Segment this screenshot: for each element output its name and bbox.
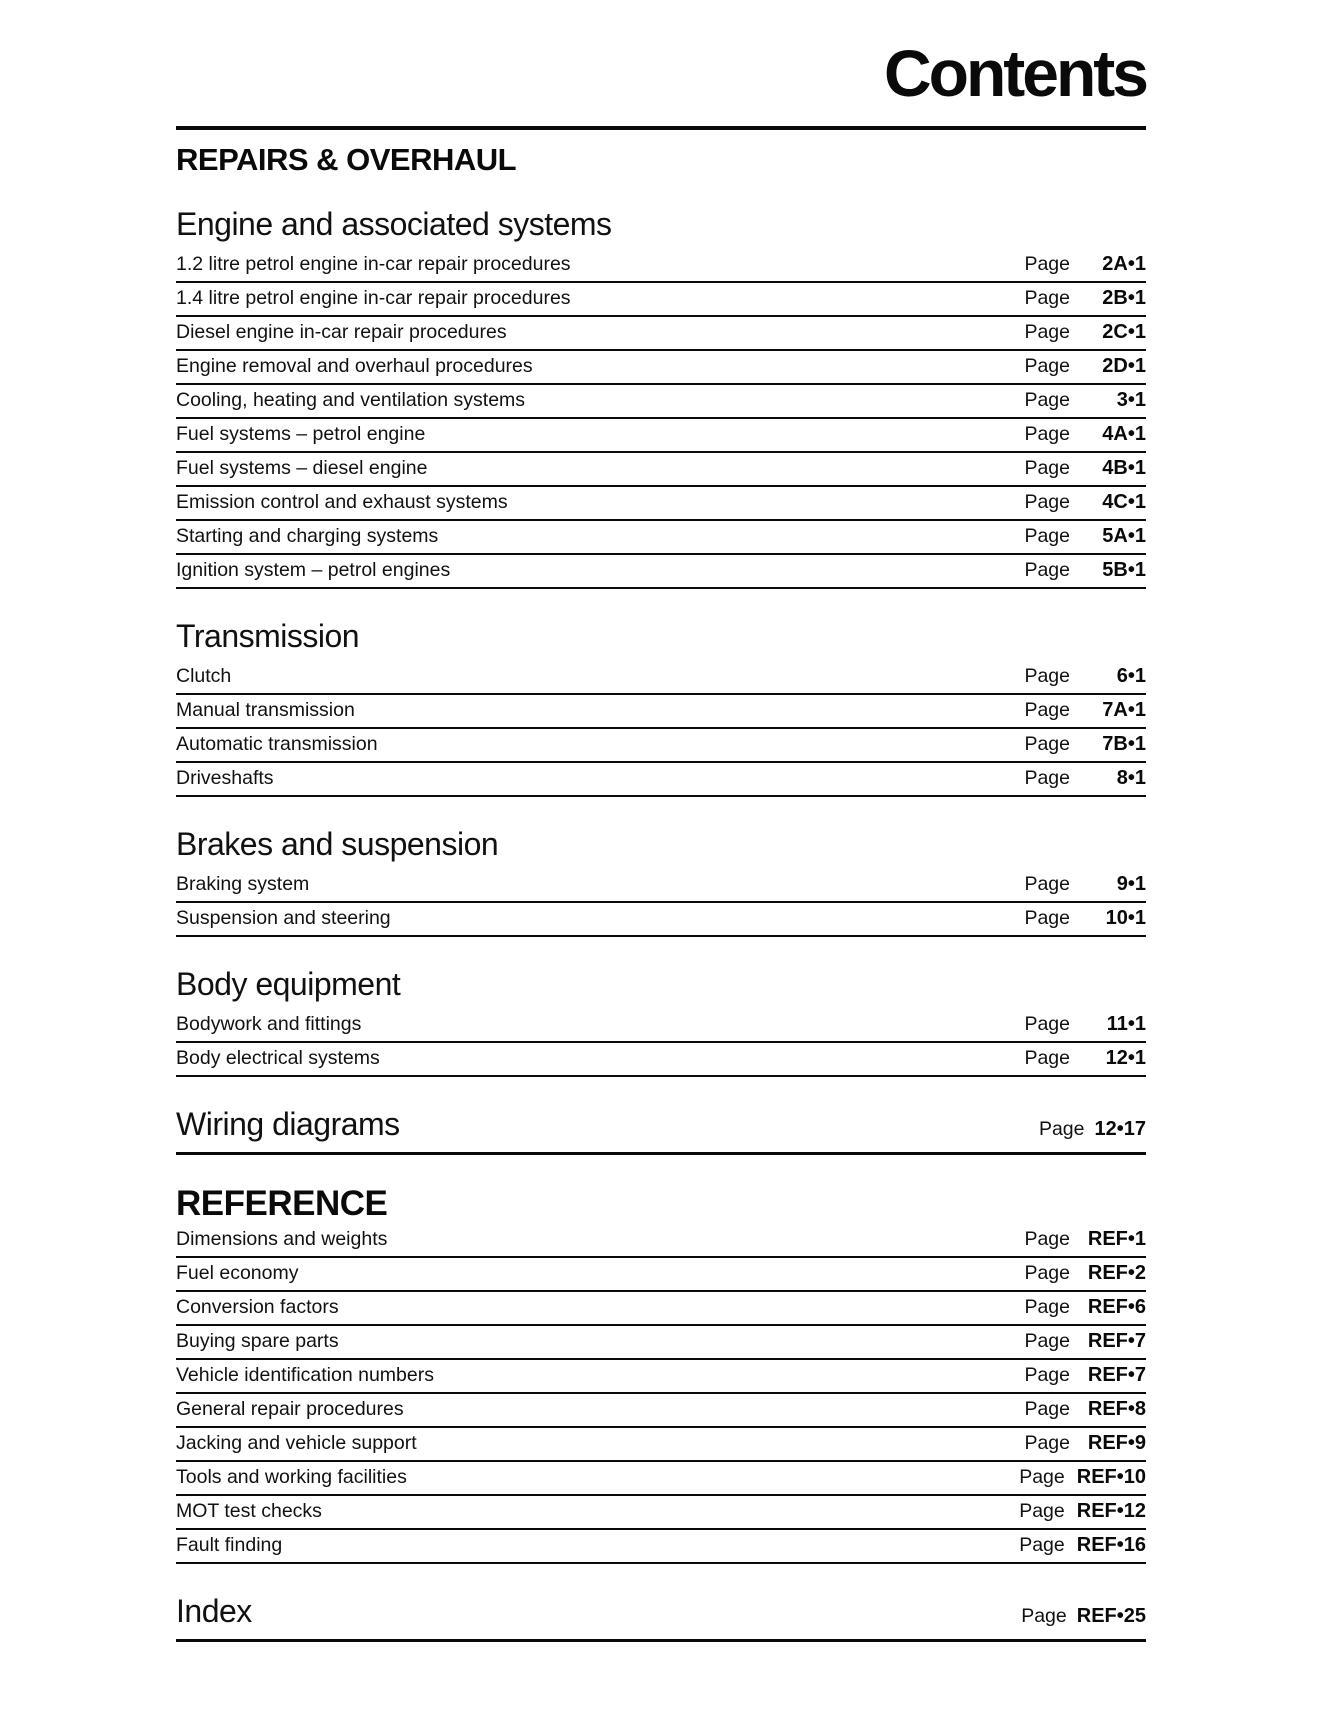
toc-item-label: Body electrical systems <box>176 1047 380 1069</box>
page-label: Page <box>1024 287 1070 309</box>
toc-row <box>176 283 1146 317</box>
page-ref <box>1024 1228 1146 1251</box>
repairs-overhaul-heading: REPAIRS & OVERHAUL <box>176 142 517 177</box>
toc-row <box>176 1462 1146 1496</box>
toc-item-label: Fuel systems – diesel engine <box>176 457 428 479</box>
toc-row <box>176 1394 1146 1428</box>
page-ref <box>1024 699 1146 722</box>
page-label: Page <box>1024 1364 1070 1386</box>
page-ref <box>1024 1364 1146 1387</box>
toc-item-label: Buying spare parts <box>176 1330 339 1352</box>
page-ref <box>1024 1296 1146 1319</box>
page-ref <box>1019 1500 1146 1523</box>
page-number: 5A•1 <box>1102 525 1146 547</box>
section-heading-brakes: Brakes and suspension <box>176 826 499 862</box>
toc-item-label: MOT test checks <box>176 1500 322 1522</box>
toc-row <box>176 1292 1146 1326</box>
page-ref <box>1024 1047 1146 1070</box>
toc-row <box>176 487 1146 521</box>
wiring-diagrams-row <box>176 1077 1146 1155</box>
page-ref <box>1024 491 1146 514</box>
page-number: REF•7 <box>1087 1364 1146 1386</box>
page-ref <box>1019 1534 1146 1557</box>
page-number: 5B•1 <box>1102 559 1146 581</box>
page-ref <box>1024 321 1146 344</box>
page-label: Page <box>1019 1534 1065 1556</box>
page-ref <box>1024 907 1146 930</box>
toc-row <box>176 1326 1146 1360</box>
page-ref <box>1024 389 1146 412</box>
page-label: Page <box>1024 665 1070 687</box>
page-number: 6•1 <box>1116 665 1146 687</box>
page-number: REF•12 <box>1076 1500 1146 1522</box>
page-content <box>176 0 1146 1642</box>
toc-row <box>176 1530 1146 1564</box>
page-number: 12•17 <box>1094 1118 1146 1140</box>
page-number: REF•7 <box>1087 1330 1146 1352</box>
page-label: Page <box>1024 559 1070 581</box>
toc-item-label: Clutch <box>176 665 232 687</box>
toc-item-label: Bodywork and fittings <box>176 1013 362 1035</box>
page-label: Page <box>1024 699 1070 721</box>
page-label: Page <box>1024 1398 1070 1420</box>
page-number: 2D•1 <box>1102 355 1146 377</box>
page-label: Page <box>1024 1330 1070 1352</box>
page-number: REF•9 <box>1087 1432 1146 1454</box>
page-number: REF•16 <box>1076 1534 1146 1556</box>
toc-item-label: Conversion factors <box>176 1296 339 1318</box>
toc-row <box>176 555 1146 589</box>
toc-row <box>176 661 1146 695</box>
page-number: REF•25 <box>1076 1605 1146 1627</box>
page-ref <box>1024 287 1146 310</box>
toc-row <box>176 1009 1146 1043</box>
toc-item-label: Jacking and vehicle support <box>176 1432 417 1454</box>
page-number: REF•8 <box>1087 1398 1146 1420</box>
toc-row <box>176 521 1146 555</box>
page-label: Page <box>1024 525 1070 547</box>
toc-row <box>176 1496 1146 1530</box>
page-number: REF•6 <box>1087 1296 1146 1318</box>
page-label: Page <box>1019 1500 1065 1522</box>
toc-row <box>176 1428 1146 1462</box>
toc-item-label: Fault finding <box>176 1534 283 1556</box>
toc-row <box>176 1258 1146 1292</box>
toc-row <box>176 869 1146 903</box>
page-label: Page <box>1024 767 1070 789</box>
toc-row <box>176 419 1146 453</box>
page-number: 12•1 <box>1105 1047 1146 1069</box>
index-row <box>176 1564 1146 1642</box>
page-label: Page <box>1024 1296 1070 1318</box>
page-label: Page <box>1024 423 1070 445</box>
page-title: Contents <box>884 36 1146 110</box>
page-ref <box>1024 665 1146 688</box>
page-label: Page <box>1024 873 1070 895</box>
toc-item-label: Vehicle identification numbers <box>176 1364 434 1386</box>
page-number: 9•1 <box>1116 873 1146 895</box>
page-ref <box>1024 767 1146 790</box>
page-label: Page <box>1024 321 1070 343</box>
toc-row <box>176 249 1146 283</box>
toc-item-label: Suspension and steering <box>176 907 391 929</box>
toc-row <box>176 1360 1146 1394</box>
page-number: 2A•1 <box>1102 253 1146 275</box>
toc-item-label: Braking system <box>176 873 310 895</box>
page-ref <box>1024 355 1146 378</box>
page-label: Page <box>1021 1605 1067 1627</box>
toc-item-label: 1.2 litre petrol engine in-car repair procedures <box>176 253 571 275</box>
page-number: REF•10 <box>1076 1466 1146 1488</box>
page-number: 10•1 <box>1105 907 1146 929</box>
toc-row <box>176 317 1146 351</box>
wiring-diagrams-heading: Wiring diagrams <box>176 1106 400 1142</box>
page-label: Page <box>1024 1013 1070 1035</box>
section-heading-transmission: Transmission <box>176 618 360 654</box>
page-label: Page <box>1024 733 1070 755</box>
toc-row <box>176 903 1146 937</box>
section-heading-engine: Engine and associated systems <box>176 206 612 242</box>
page-label: Page <box>1024 389 1070 411</box>
page-ref <box>1024 1398 1146 1421</box>
toc-item-label: Dimensions and weights <box>176 1228 388 1250</box>
page-ref <box>1024 457 1146 480</box>
page-label: Page <box>1024 1228 1070 1250</box>
toc-item-label: 1.4 litre petrol engine in-car repair procedures <box>176 287 571 309</box>
toc-item-label: Fuel economy <box>176 1262 299 1284</box>
page-ref <box>1024 873 1146 896</box>
page-ref <box>1024 1013 1146 1036</box>
toc-item-label: Manual transmission <box>176 699 355 721</box>
toc-item-label: Automatic transmission <box>176 733 378 755</box>
toc-row <box>176 729 1146 763</box>
toc-row <box>176 385 1146 419</box>
page-number: 4B•1 <box>1102 457 1146 479</box>
page-label: Page <box>1024 907 1070 929</box>
page-ref <box>1021 1605 1146 1628</box>
reference-heading: REFERENCE <box>176 1184 388 1223</box>
page-ref <box>1024 253 1146 276</box>
page-label: Page <box>1024 355 1070 377</box>
page-ref <box>1024 559 1146 582</box>
section-heading-body: Body equipment <box>176 966 401 1002</box>
page-label: Page <box>1024 1047 1070 1069</box>
page-label: Page <box>1019 1466 1065 1488</box>
page-ref <box>1024 1330 1146 1353</box>
page-number: 7B•1 <box>1102 733 1146 755</box>
page-number: 4A•1 <box>1102 423 1146 445</box>
page-number: 8•1 <box>1116 767 1146 789</box>
page-label: Page <box>1024 1432 1070 1454</box>
index-heading: Index <box>176 1593 252 1629</box>
toc-row <box>176 351 1146 385</box>
page-number: 11•1 <box>1106 1013 1146 1035</box>
toc-item-label: Starting and charging systems <box>176 525 439 547</box>
toc-item-label: General repair procedures <box>176 1398 404 1420</box>
toc-item-label: Ignition system – petrol engines <box>176 559 451 581</box>
page-number: 3•1 <box>1116 389 1146 411</box>
page-ref <box>1024 525 1146 548</box>
toc-row <box>176 1043 1146 1077</box>
toc-row <box>176 695 1146 729</box>
toc-item-label: Diesel engine in-car repair procedures <box>176 321 507 343</box>
page-ref <box>1024 423 1146 446</box>
page-number: 7A•1 <box>1102 699 1146 721</box>
page-number: 2B•1 <box>1102 287 1146 309</box>
toc-row <box>176 1224 1146 1258</box>
toc-item-label: Tools and working facilities <box>176 1466 407 1488</box>
toc-item-label: Cooling, heating and ventilation systems <box>176 389 526 411</box>
page-label: Page <box>1024 253 1070 275</box>
page-number: REF•1 <box>1087 1228 1146 1250</box>
page-number: 2C•1 <box>1102 321 1146 343</box>
page-ref <box>1024 1432 1146 1455</box>
toc-item-label: Driveshafts <box>176 767 274 789</box>
page-ref <box>1039 1118 1146 1141</box>
page-number: REF•2 <box>1087 1262 1146 1284</box>
page-number: 4C•1 <box>1102 491 1146 513</box>
toc-row <box>176 453 1146 487</box>
toc-row <box>176 763 1146 797</box>
page-label: Page <box>1024 491 1070 513</box>
toc-item-label: Fuel systems – petrol engine <box>176 423 426 445</box>
page-ref <box>1024 733 1146 756</box>
toc-item-label: Engine removal and overhaul procedures <box>176 355 533 377</box>
page-ref <box>1024 1262 1146 1285</box>
page-ref <box>1019 1466 1146 1489</box>
page-label: Page <box>1024 1262 1070 1284</box>
page-label: Page <box>1024 457 1070 479</box>
page-label: Page <box>1038 1118 1085 1140</box>
toc-item-label: Emission control and exhaust systems <box>176 491 508 513</box>
